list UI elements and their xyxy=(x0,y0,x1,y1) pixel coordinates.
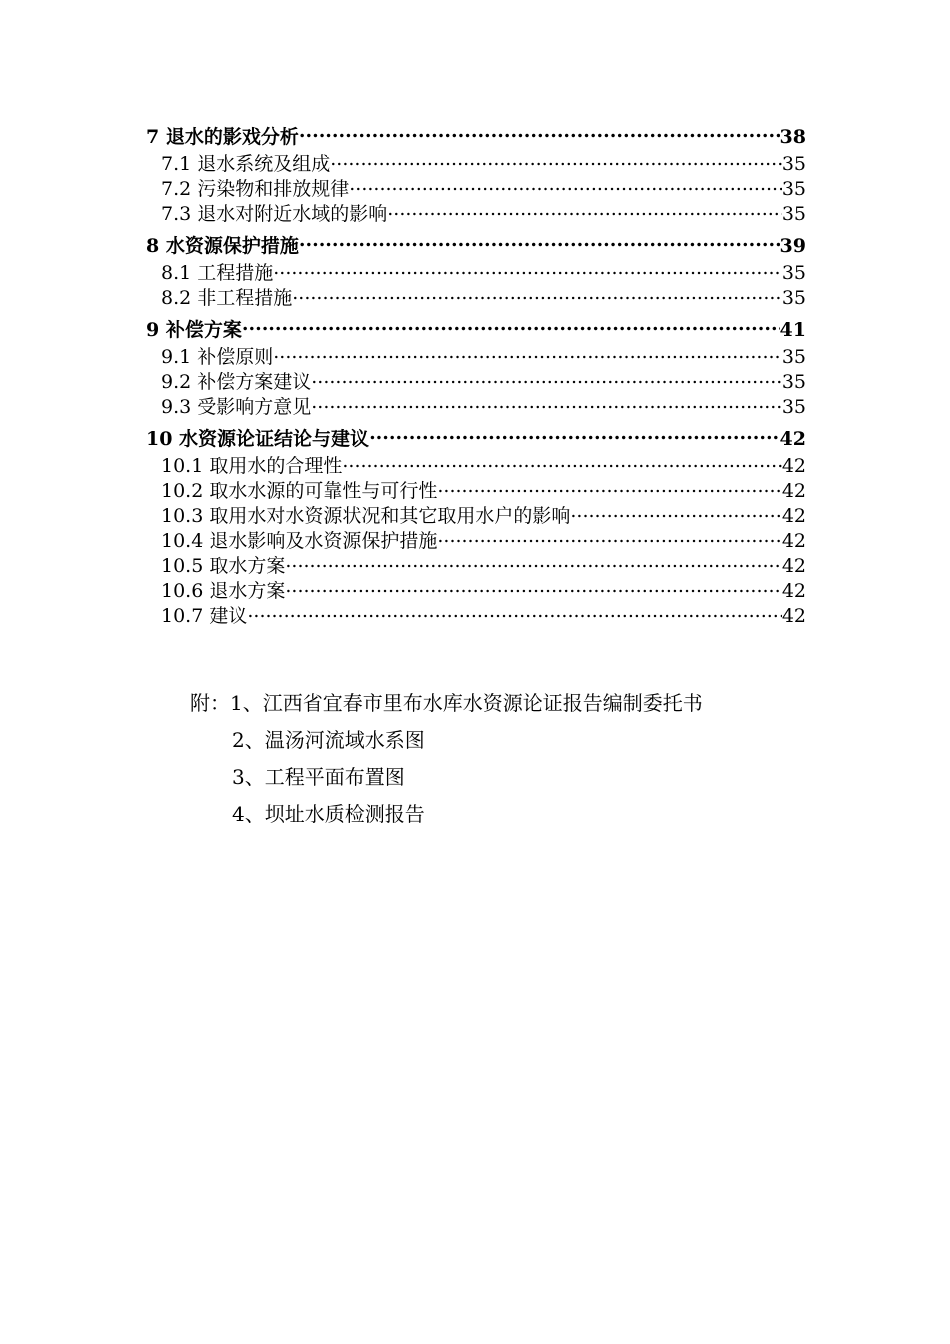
toc-entry-title: 10.5 取水方案 xyxy=(161,555,286,577)
toc-entry-title: 10.7 建议 xyxy=(161,605,248,627)
toc-entry-page: 42 xyxy=(781,605,806,627)
toc-entry-page: 42 xyxy=(781,555,806,577)
appendix-item-text: 4、坝址水质检测报告 xyxy=(232,802,425,826)
appendix-item xyxy=(190,722,703,759)
table-of-contents xyxy=(146,123,806,628)
appendix-item-text: 1、江西省宜春市里布水库水资源论证报告编制委托书 xyxy=(230,691,703,715)
toc-dot-leader xyxy=(273,260,782,279)
toc-entry-title: 7.3 退水对附近水域的影响 xyxy=(161,203,388,225)
toc-entry-page: 35 xyxy=(781,396,806,418)
toc-entry-title: 7.1 退水系统及组成 xyxy=(161,153,331,175)
toc-dot-leader xyxy=(285,553,781,572)
appendix-item xyxy=(190,685,703,722)
toc-entry-page: 35 xyxy=(781,178,806,200)
toc-entry-page: 35 xyxy=(781,371,806,393)
toc-entry-title: 9.1 补偿原则 xyxy=(161,346,274,368)
toc-entry-title: 8.1 工程措施 xyxy=(161,262,274,284)
appendix-item xyxy=(190,796,703,833)
toc-entry-page: 35 xyxy=(781,203,806,225)
toc-entry-title: 10.6 退水方案 xyxy=(161,580,286,602)
appendix-prefix: 附： xyxy=(190,691,230,715)
toc-chapter-entry[interactable] xyxy=(146,232,806,260)
toc-entry-page: 35 xyxy=(781,287,806,309)
toc-dot-leader xyxy=(299,233,780,252)
appendix-item xyxy=(190,759,703,796)
toc-section-entry[interactable] xyxy=(146,176,806,201)
toc-dot-leader xyxy=(292,285,782,304)
toc-dot-leader xyxy=(330,151,782,170)
toc-entry-page: 42 xyxy=(781,530,806,552)
toc-entry-title: 8.2 非工程措施 xyxy=(161,287,293,309)
toc-dot-leader xyxy=(342,453,781,472)
toc-entry-title: 8 水资源保护措施 xyxy=(146,235,299,257)
toc-section-entry[interactable] xyxy=(146,285,806,310)
toc-section-entry[interactable] xyxy=(146,478,806,503)
toc-section-entry[interactable] xyxy=(146,528,806,553)
toc-entry-page: 42 xyxy=(781,480,806,502)
toc-section-entry[interactable] xyxy=(146,503,806,528)
appendix-item-text: 3、工程平面布置图 xyxy=(232,765,405,789)
toc-entry-title: 10 水资源论证结论与建议 xyxy=(146,428,370,450)
toc-dot-leader xyxy=(570,503,781,522)
appendix-item-text: 2、温汤河流域水系图 xyxy=(232,728,425,752)
toc-entry-page: 35 xyxy=(781,262,806,284)
toc-entry-title: 10.4 退水影响及水资源保护措施 xyxy=(161,530,438,552)
toc-dot-leader xyxy=(299,124,780,143)
toc-section-entry[interactable] xyxy=(146,603,806,628)
toc-dot-leader xyxy=(369,426,779,445)
toc-dot-leader xyxy=(285,578,781,597)
toc-entry-page: 42 xyxy=(781,505,806,527)
toc-entry-title: 7 退水的影戏分析 xyxy=(146,126,299,148)
toc-entry-title: 9.2 补偿方案建议 xyxy=(161,371,312,393)
toc-dot-leader xyxy=(242,317,780,336)
toc-section-entry[interactable] xyxy=(146,151,806,176)
toc-section-entry[interactable] xyxy=(146,369,806,394)
toc-entry-page: 38 xyxy=(779,126,806,148)
toc-section-entry[interactable] xyxy=(146,578,806,603)
toc-entry-title: 10.3 取用水对水资源状况和其它取用水户的影响 xyxy=(161,505,571,527)
toc-entry-page: 42 xyxy=(781,580,806,602)
toc-entry-page: 41 xyxy=(779,319,806,341)
toc-entry-page: 35 xyxy=(781,153,806,175)
toc-section-entry[interactable] xyxy=(146,260,806,285)
toc-entry-title: 9.3 受影响方意见 xyxy=(161,396,312,418)
toc-dot-leader xyxy=(311,394,782,413)
toc-dot-leader xyxy=(349,176,782,195)
toc-section-entry[interactable] xyxy=(146,344,806,369)
toc-chapter-entry[interactable] xyxy=(146,123,806,151)
appendix-list xyxy=(190,685,703,833)
toc-dot-leader xyxy=(311,369,782,388)
toc-section-entry[interactable] xyxy=(146,553,806,578)
toc-chapter-entry[interactable] xyxy=(146,425,806,453)
toc-chapter-entry[interactable] xyxy=(146,316,806,344)
toc-dot-leader xyxy=(437,478,781,497)
toc-entry-title: 10.2 取水水源的可靠性与可行性 xyxy=(161,480,438,502)
toc-section-entry[interactable] xyxy=(146,201,806,226)
toc-dot-leader xyxy=(247,603,781,622)
toc-entry-title: 9 补偿方案 xyxy=(146,319,242,341)
toc-entry-page: 42 xyxy=(781,455,806,477)
toc-dot-leader xyxy=(387,201,782,220)
toc-dot-leader xyxy=(437,528,781,547)
toc-entry-title: 10.1 取用水的合理性 xyxy=(161,455,343,477)
toc-entry-title: 7.2 污染物和排放规律 xyxy=(161,178,350,200)
toc-entry-page: 35 xyxy=(781,346,806,368)
toc-entry-page: 39 xyxy=(779,235,806,257)
toc-entry-page: 42 xyxy=(779,428,806,450)
toc-dot-leader xyxy=(273,344,782,363)
toc-section-entry[interactable] xyxy=(146,453,806,478)
toc-section-entry[interactable] xyxy=(146,394,806,419)
